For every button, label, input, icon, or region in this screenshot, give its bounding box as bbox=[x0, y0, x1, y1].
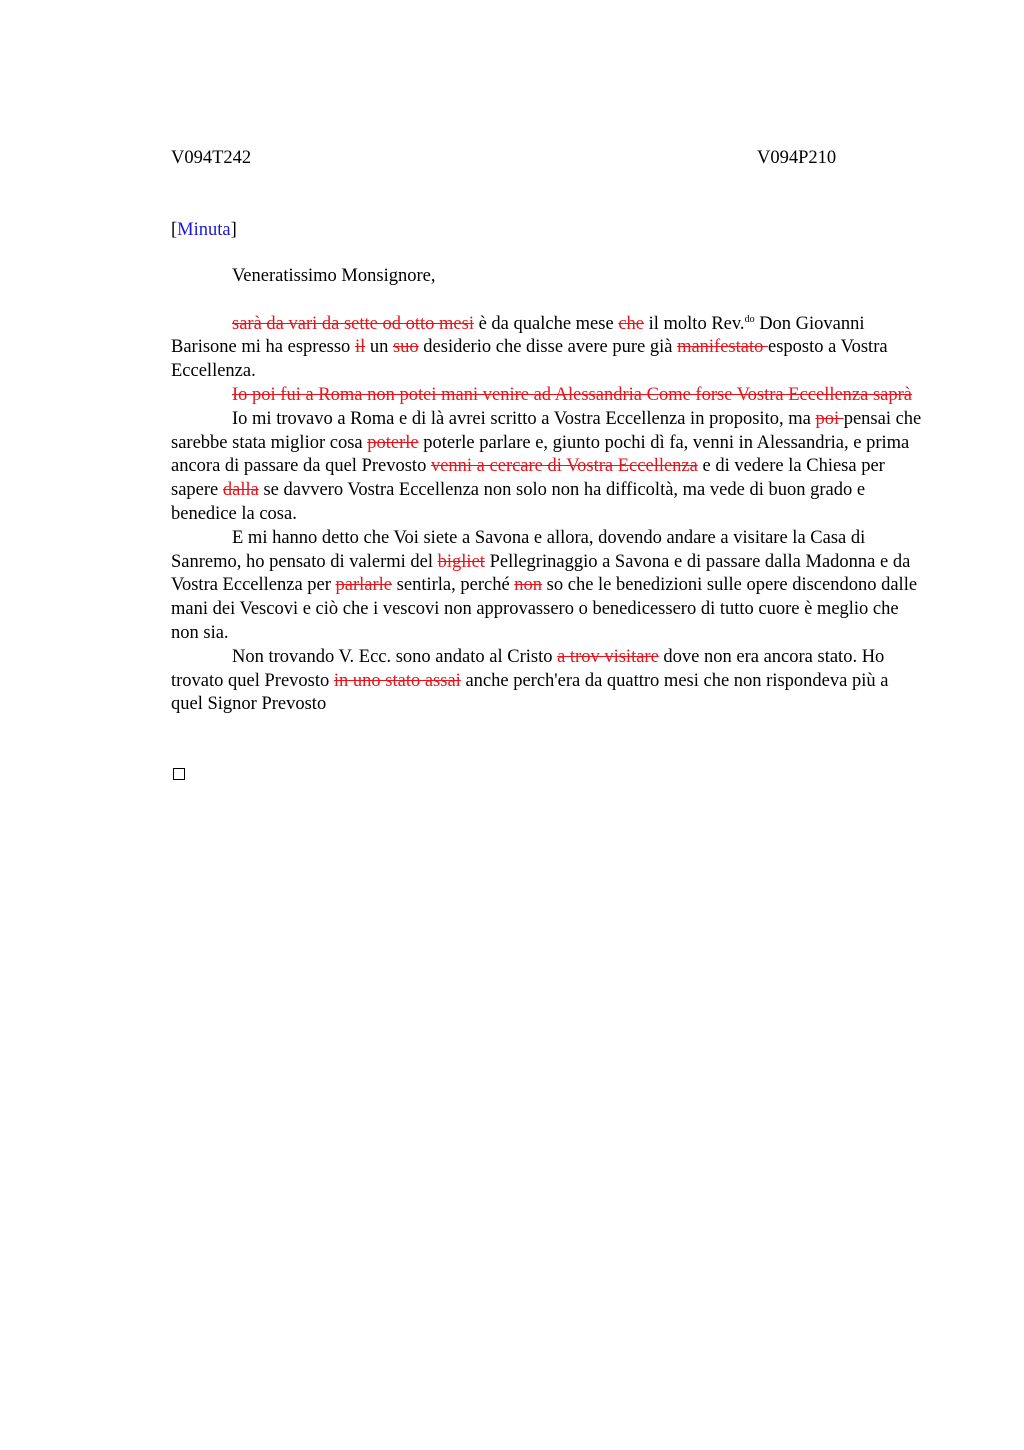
minuta-label bbox=[171, 218, 237, 242]
body-text-run: sentirla, perché bbox=[392, 575, 515, 596]
deleted-text: in uno stato assai bbox=[333, 670, 461, 691]
deleted-text: Io poi fui a Roma non potei mani venire ad Alessandria Come forse Vostra Eccellenza saprà bbox=[232, 384, 913, 405]
document-code-right: V094P210 bbox=[757, 148, 837, 168]
superscript-abbreviation: do bbox=[744, 313, 755, 325]
deleted-text: a trov visitare bbox=[557, 646, 659, 667]
deleted-text: poterle bbox=[367, 432, 419, 453]
body-text-run: è da qualche mese bbox=[473, 313, 619, 334]
salutation: Veneratissimo Monsignore, bbox=[232, 266, 436, 286]
body-text-run: un bbox=[365, 337, 393, 358]
minuta-close-bracket: ] bbox=[230, 220, 237, 240]
deleted-text: suo bbox=[392, 337, 419, 358]
body-text-run: e di vedere la Chiesa per sapere bbox=[171, 456, 885, 501]
paragraph-2 bbox=[171, 384, 923, 408]
body-text-run: esposto a Vostra Eccellenza. bbox=[171, 337, 888, 382]
deleted-text: non bbox=[514, 575, 543, 596]
body-text-run: pensai che sarebbe stata miglior cosa bbox=[171, 408, 922, 453]
paragraph-4 bbox=[171, 527, 923, 646]
deleted-text: bigliet bbox=[437, 551, 485, 572]
body-text-run: Don Giovanni Barisone mi ha espresso bbox=[171, 313, 865, 358]
body-text-run: anche perch'era da quattro mesi che non rispondeva più a quel Signor Prevosto bbox=[171, 670, 889, 715]
body-text-run: se davvero Vostra Eccellenza non solo non ha difficoltà, ma vede di buon grado e benedice la cosa. bbox=[171, 480, 866, 524]
body-text-run: dove non era ancora stato. Ho trovato quel Prevosto bbox=[171, 646, 885, 691]
deleted-text: dalla bbox=[222, 480, 259, 501]
paragraph-1 bbox=[171, 313, 923, 384]
deleted-text: parlarle bbox=[335, 575, 393, 596]
deleted-text: poi bbox=[815, 408, 844, 429]
paragraph-3 bbox=[171, 408, 923, 527]
body-text-run: Pellegrinaggio a Savona e di passare dalla Madonna e da Vostra Eccellenza per bbox=[171, 551, 911, 596]
deleted-text: manifestato bbox=[677, 337, 768, 358]
deleted-text: il bbox=[354, 337, 366, 358]
paragraph-5 bbox=[171, 646, 923, 717]
document-code-left: V094T242 bbox=[171, 148, 252, 168]
body-text-run: Non trovando V. Ecc. sono andato al Cristo bbox=[232, 646, 558, 667]
deleted-text: venni a cercare di Vostra Eccellenza bbox=[430, 456, 698, 477]
body-text-run: il molto Rev. bbox=[644, 313, 745, 334]
body-text-run: poterle parlare e, giunto pochi dì fa, venni in Alessandria, e prima ancora di passare da quel Prevosto bbox=[171, 432, 910, 477]
body-text-run: so che le benedizioni sulle opere discendono dalle mani dei Vescovi e ciò che i vescovi non approvassero o benedicessero di tutto cuore è meglio che non sia. bbox=[171, 575, 918, 643]
deleted-text: sarà da vari da sette od otto mesi bbox=[232, 313, 474, 334]
deleted-text: che bbox=[618, 313, 644, 334]
minuta-word: Minuta bbox=[177, 220, 231, 240]
minuta-open-bracket: [ bbox=[171, 220, 178, 240]
body-text-run: Io mi trovavo a Roma e di là avrei scritto a Vostra Eccellenza in proposito, ma bbox=[232, 408, 816, 429]
body-text-run: E mi hanno detto che Voi siete a Savona e allora, dovendo andare a visitare la Casa di Sanremo, ho pensato di valermi del bbox=[171, 527, 866, 572]
body-text-run: desiderio che disse avere pure già bbox=[418, 337, 678, 358]
empty-checkbox-icon bbox=[173, 768, 185, 780]
letter-body bbox=[171, 265, 923, 717]
